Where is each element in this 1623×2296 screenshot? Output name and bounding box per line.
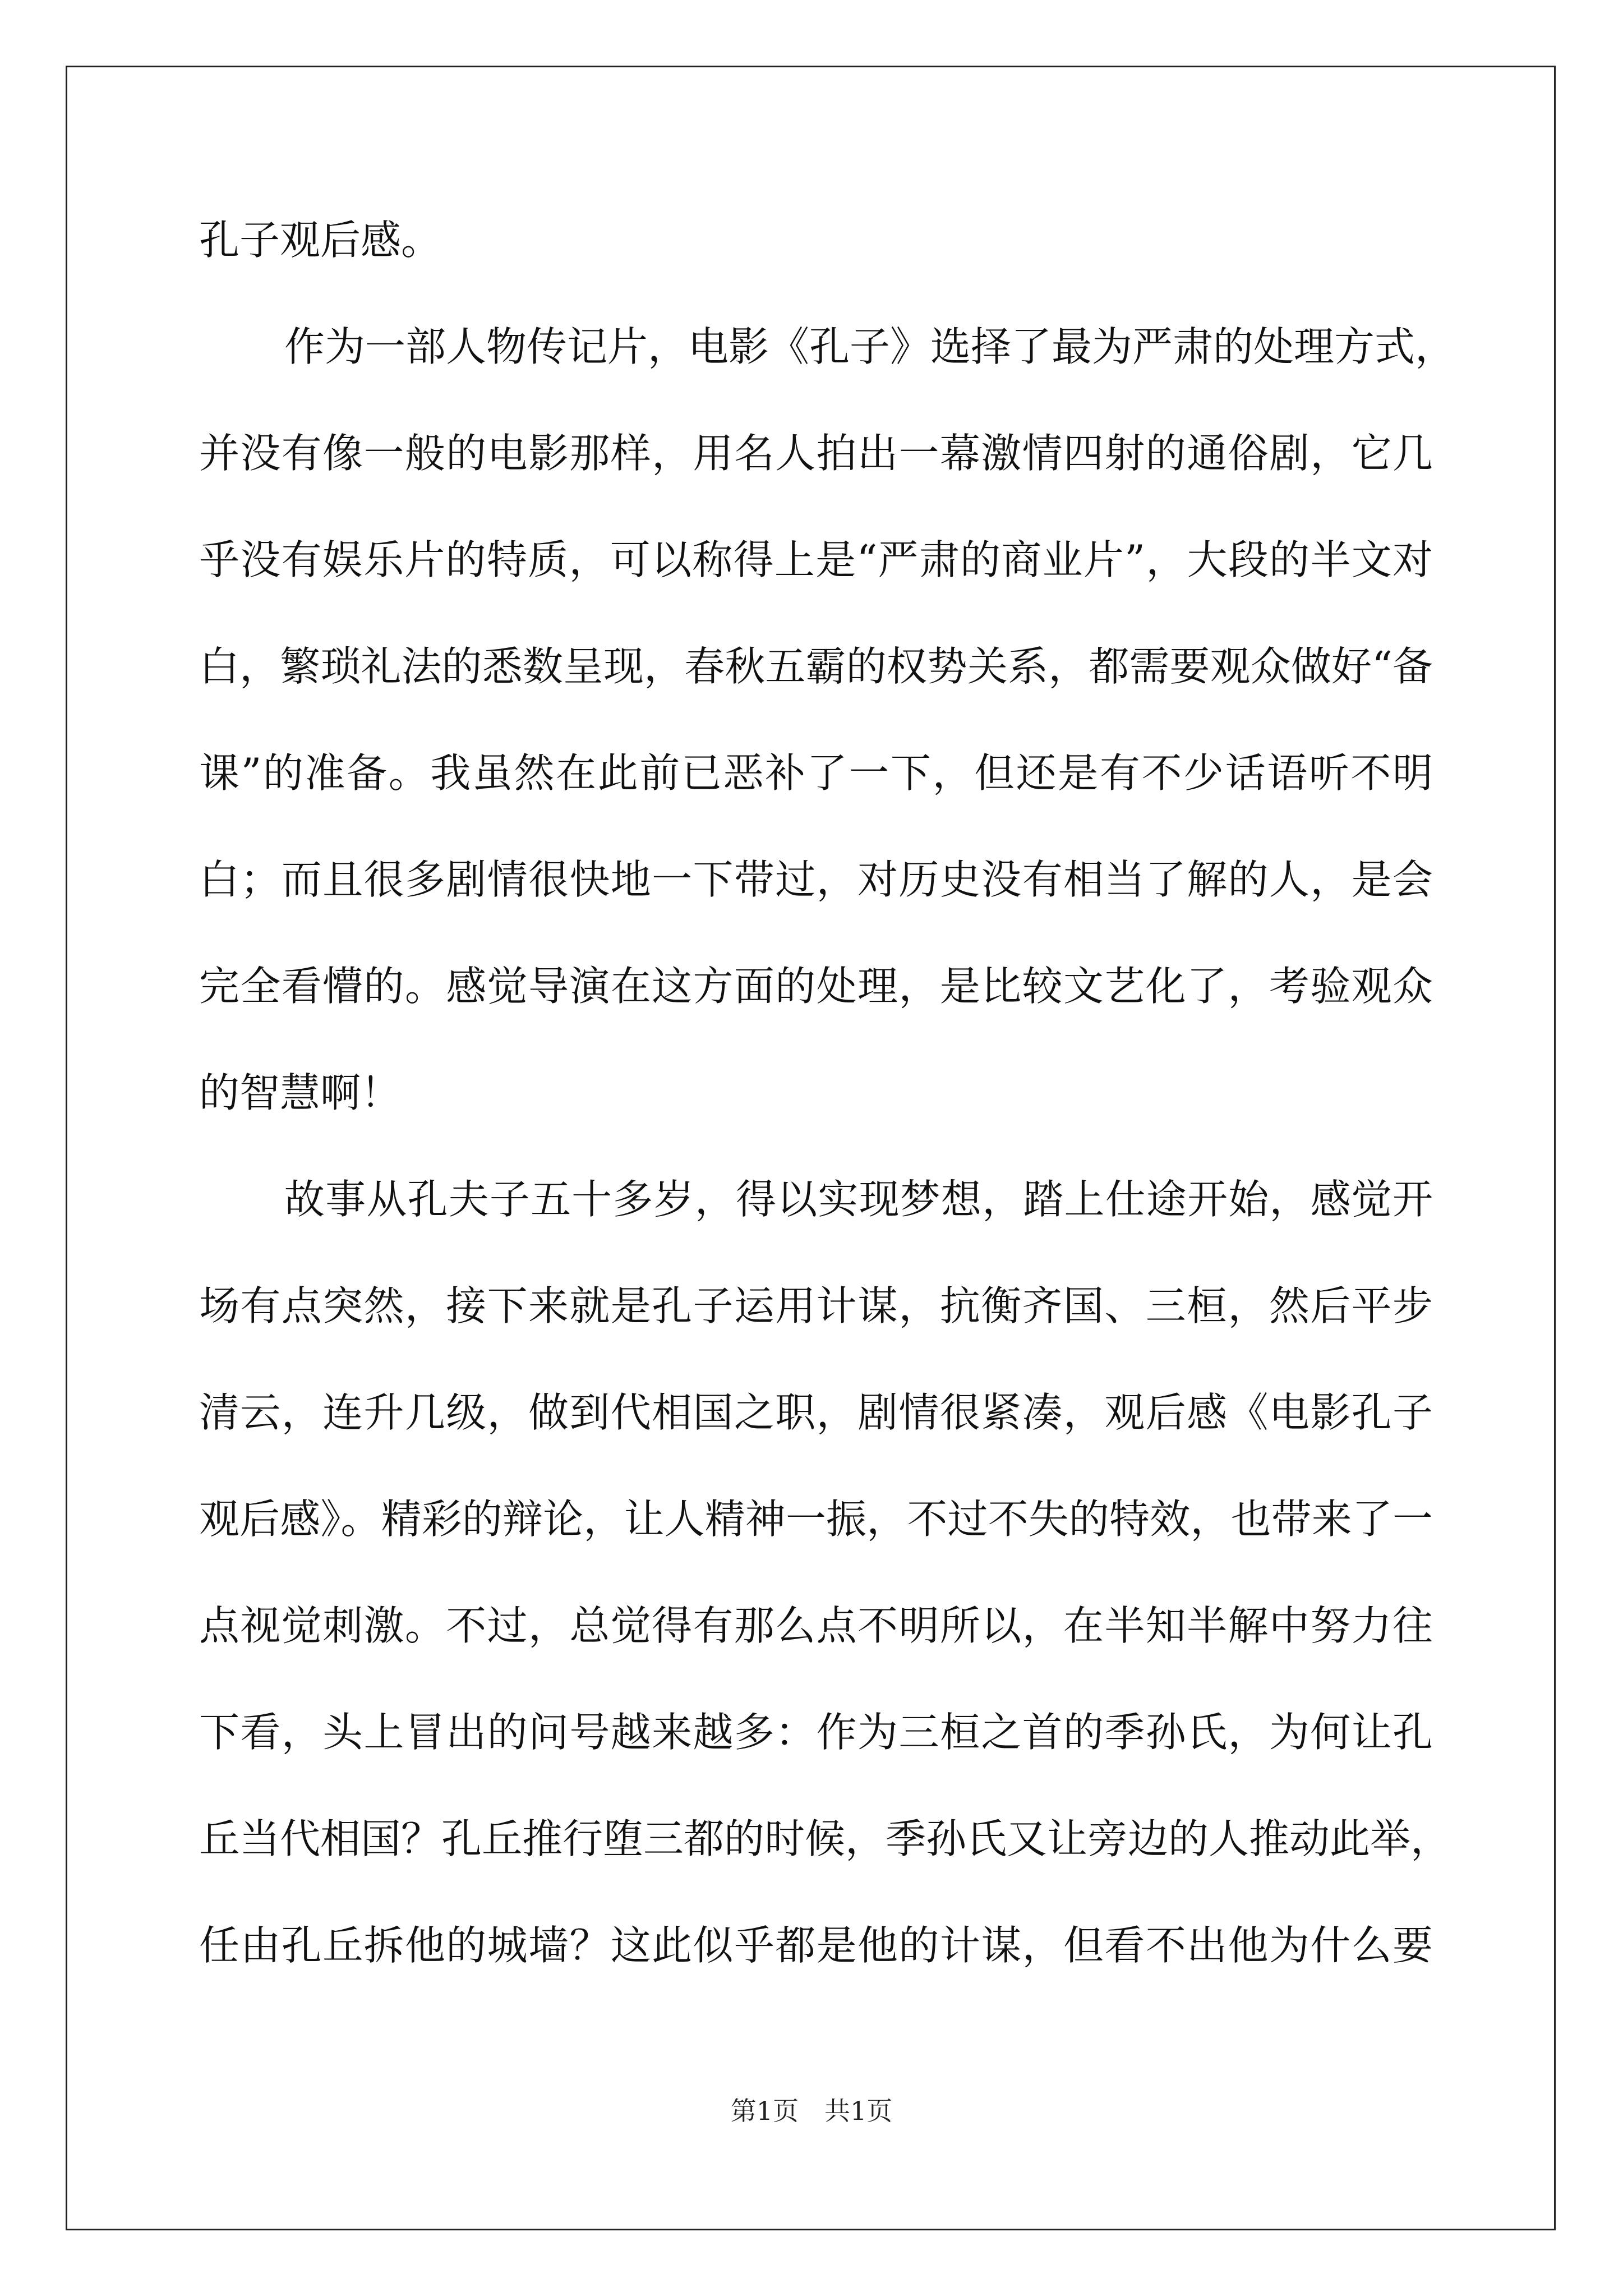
paragraph-2-line-8: 的智慧啊！ xyxy=(199,1069,402,1116)
page-total: 共1页 xyxy=(824,2096,893,2126)
paragraph-2-line-4: 白，繁琐礼法的悉数呈现，春秋五霸的权势关系，都需要观众做好“备 xyxy=(199,643,1433,690)
paragraph-2-line-2: 并没有像一般的电影那样，用名人拍出一幕激情四射的通俗剧，它几 xyxy=(199,430,1433,477)
paragraph-3-line-1: 故事从孔夫子五十多岁，得以实现梦想，踏上仕途开始，感觉开 xyxy=(284,1176,1433,1223)
paragraph-3-line-6: 下看，头上冒出的问号越来越多：作为三桓之首的季孙氏，为何让孔 xyxy=(199,1709,1433,1756)
text-line-1: 孔子观后感。 xyxy=(199,217,442,264)
paragraph-3-line-8: 任由孔丘拆他的城墙？这此似乎都是他的计谋，但看不出他为什么要 xyxy=(199,1922,1433,1969)
paragraph-2-line-1: 作为一部人物传记片，电影《孔子》选择了最为严肃的处理方式， xyxy=(284,323,1456,370)
paragraph-3-line-5: 点视觉刺激。不过，总觉得有那么点不明所以，在半知半解中努力往 xyxy=(199,1602,1433,1649)
paragraph-2-line-5: 课”的准备。我虽然在此前已恶补了一下，但还是有不少话语听不明 xyxy=(199,749,1433,797)
paragraph-3-line-2: 场有点突然，接下来就是孔子运用计谋，抗衡齐国、三桓，然后平步 xyxy=(199,1282,1433,1329)
page-border xyxy=(66,66,1556,2230)
page-number: 第1页 xyxy=(730,2096,799,2126)
paragraph-2-line-7: 完全看懵的。感觉导演在这方面的处理，是比较文艺化了，考验观众 xyxy=(199,963,1433,1010)
paragraph-3-line-3: 清云，连升几级，做到代相国之职，剧情很紧凑，观后感《电影孔子 xyxy=(199,1389,1433,1436)
paragraph-3-line-7: 丘当代相国？孔丘推行堕三都的时候，季孙氏又让旁边的人推动此举， xyxy=(199,1815,1451,1862)
page-footer xyxy=(0,2094,1623,2128)
paragraph-2-line-6: 白；而且很多剧情很快地一下带过，对历史没有相当了解的人，是会 xyxy=(199,856,1433,903)
paragraph-3-line-4: 观后感》。精彩的辩论，让人精神一振，不过不失的特效，也带来了一 xyxy=(199,1496,1433,1543)
paragraph-2-line-3: 乎没有娱乐片的特质，可以称得上是“严肃的商业片”，大段的半文对 xyxy=(199,536,1433,583)
